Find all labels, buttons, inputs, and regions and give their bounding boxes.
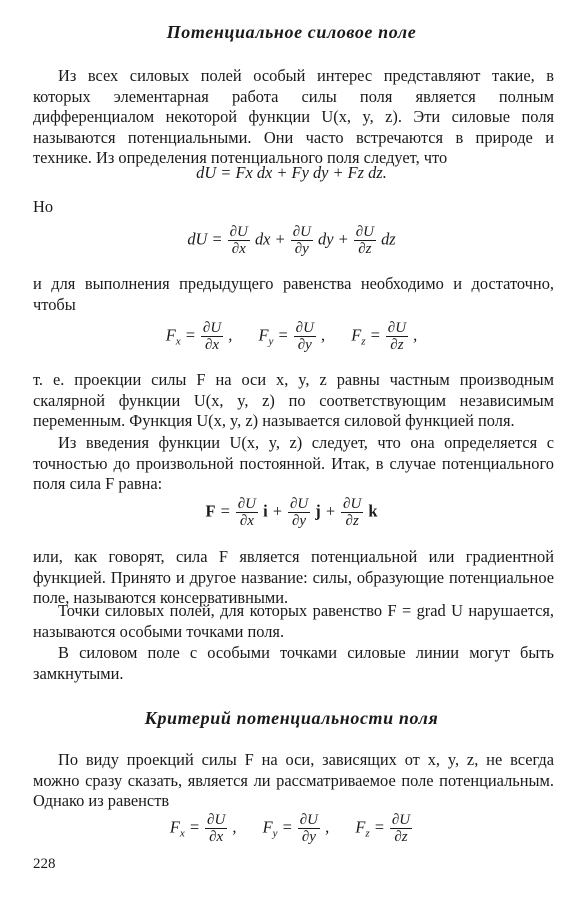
fraction: $\frac{\partial U}{\partial z}$ xyxy=(355,224,375,257)
paragraph-constant: Из введения функции U(x, y, z) следует, что она определяется с точностью до произвольной постоянной. Итак, в случае потенциального поля сила F равна: xyxy=(33,433,554,493)
fraction: $\frac{\partial U}{\partial x}$ xyxy=(237,496,256,529)
fraction: $\frac{\partial U}{\partial y}$ xyxy=(295,320,314,353)
paragraph-projections: т. е. проекции силы F на оси x, y, z равны частным производным скалярной функции U(x, y, z) по соответствующим независимым переменным. Функция U(x, y, z) называется силовой функцией поля. xyxy=(33,370,554,430)
page-number: 228 xyxy=(33,856,56,872)
equation-projections-repeat: $F_x$ = $\frac{\partial U}{\partial x}$ , $F_y$ = $\frac{\partial U}{\partial y}$ , $F_z$ = $\frac{\partial U}{\partial z}$ xyxy=(169,812,411,845)
equation-du-total: dU = Fx dx + Fy dy + Fz dz. xyxy=(196,163,387,182)
equation-force-vector: F = $\frac{\partial U}{\partial x}$ i + $\frac{\partial U}{\partial y}$ j + $\frac{\partial U}{\partial z}$ k xyxy=(205,496,378,529)
paragraph-intro: Из всех силовых полей особый интерес представляют такие, в которых элементарная работа силы поля является полным дифференциалом некоторой функции U(x, y, z). Эти силовые поля называются потенциальными. Они часто встречаются в природе и технике. Из определения потенциального поля следует, что xyxy=(33,66,554,167)
fraction: $\frac{\partial U}{\partial x}$ xyxy=(229,224,248,257)
equation-du-partial: dU = $\frac{\partial U}{\partial x}$ dx + $\frac{\partial U}{\partial y}$ dy + $\frac{\partial U}{\partial z}$ dz xyxy=(187,224,396,257)
paragraph-condition: и для выполнения предыдущего равенства необходимо и достаточно, чтобы xyxy=(33,274,554,314)
fraction: $\frac{\partial U}{\partial z}$ xyxy=(387,320,407,353)
paragraph-closed-lines: В силовом поле с особыми точками силовые линии могут быть замкнутыми. xyxy=(33,643,554,683)
fraction: $\frac{\partial U}{\partial y}$ xyxy=(299,812,319,845)
section-heading: Потенциальное силовое поле xyxy=(166,22,417,42)
equation-projections: $F_x$ = $\frac{\partial U}{\partial x}$ , $F_y$ = $\frac{\partial U}{\partial y}$ , $F_z$ = $\frac{\partial U}{\partial z}$ , xyxy=(165,320,418,353)
fraction: $\frac{\partial U}{\partial y}$ xyxy=(289,496,309,529)
paragraph-criterion: По виду проекций силы F на оси, зависящих от x, y, z, не всегда можно сразу сказать, является ли рассматриваемое поле потенциальным. Однако из равенств xyxy=(33,750,554,810)
paragraph-gradient: или, как говорят, сила F является потенциальной или градиентной функцией. Принято и другое название: силы, образующие потенциальное поле, называются консервативными. xyxy=(33,547,554,607)
fraction: $\frac{\partial U}{\partial y}$ xyxy=(292,224,311,257)
paragraph-singular-points: Точки силовых полей, для которых равенство F = grad U нарушается, называются особыми точками поля. xyxy=(33,601,554,641)
fraction: $\frac{\partial U}{\partial x}$ xyxy=(202,320,222,353)
fraction: $\frac{\partial U}{\partial z}$ xyxy=(391,812,411,845)
fraction: $\frac{\partial U}{\partial x}$ xyxy=(207,812,226,845)
word-no: Но xyxy=(33,197,54,216)
fraction: $\frac{\partial U}{\partial z}$ xyxy=(343,496,362,529)
section-heading: Критерий потенциальности поля xyxy=(144,708,439,728)
